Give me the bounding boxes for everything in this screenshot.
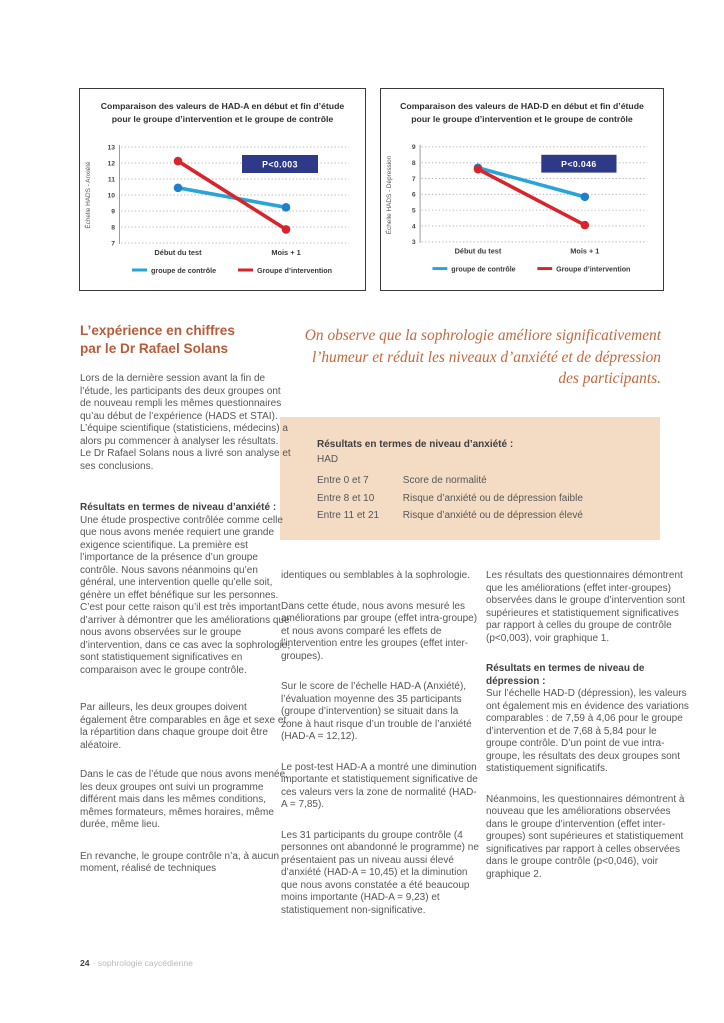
page-number: 24	[80, 958, 90, 968]
score-label: Risque d’anxiété ou de dépression élevé	[402, 510, 583, 522]
y-tick-label: 9	[411, 144, 416, 152]
y-tick-label: 9	[111, 208, 115, 216]
x-tick-label: Mois + 1	[271, 248, 301, 257]
info-box-title: Résultats en termes de niveau d’anxiété :	[317, 439, 514, 450]
chart-panel-had-a	[79, 88, 366, 291]
chart-panel-had-d	[380, 88, 664, 291]
page-footer	[80, 958, 193, 968]
right-column	[486, 570, 690, 899]
body-paragraph: Sur le score de l’échelle HAD-A (Anxiété), l’évaluation moyenne des 35 participants (groupe d’intervention) se situait dans la zone à haut risque d’un trouble de l’anxiété (HAD-A = 12,12).	[281, 681, 472, 742]
left-column	[80, 373, 291, 894]
y-tick-label: 6	[411, 191, 416, 199]
y-tick-label: 12	[107, 160, 115, 168]
info-box-row	[317, 472, 640, 490]
p-value-label: P<0.003	[262, 159, 298, 170]
section-headline	[80, 322, 235, 357]
y-tick-label: 13	[107, 144, 115, 152]
score-range: Entre 0 et 7	[317, 475, 369, 486]
body-paragraph: Une étude prospective contrôlée comme celle que nous avons menée requiert une grande exigence scientifique. La première est l’importance de la présence d’un groupe contrôle. Nous savons néanmoins qu’en général, une intervention quelle qu’elle soit, génère un effet bénéfique sur les personnes. C’est pour cette raison qu’il est très important d’arriver à démontrer que les améliorations que nous avons observées sur le groupe d’intervention, dans ce cas avec la sophrologie, sont statistiquement significatives en comparaison avec le groupe contrôle.	[80, 514, 291, 676]
score-range: Entre 8 et 10	[317, 492, 375, 504]
body-paragraph: Les 31 participants du groupe contrôle (4 personnes ont abandonné le programme) ne présentaient pas un niveau aussi élevé d’anxiété (HAD-A = 10,45) et la diminution que nous avons constatée a été beaucoup moins importante (HAD-A = 9,23) et statistiquement non-significative.	[281, 829, 479, 916]
legend-label: groupe de contrôle	[151, 265, 217, 275]
body-paragraph: Néanmoins, les questionnaires démontrent à nouveau que les améliorations observées dans le groupe d’intervention (effet inter-groupes) sont supérieures et statistiquement significatives par rapport à celles observées dans le groupe contrôle (p<0,046), voir graphique 2.	[486, 793, 685, 880]
p-value-label: P<0.046	[561, 159, 597, 170]
y-tick-label: 8	[411, 160, 416, 168]
y-tick-label: 7	[111, 240, 115, 248]
headline-line1: L’expérience en chiffres	[80, 323, 235, 338]
legend-label: Groupe d’intervention	[257, 265, 333, 275]
sub-heading: Résultats en termes de niveau de dépression :	[486, 663, 645, 687]
middle-column	[281, 570, 479, 935]
y-tick-label: 10	[107, 192, 115, 200]
x-tick-label: Début du test	[154, 248, 202, 257]
x-tick-label: Début du test	[454, 246, 502, 256]
x-tick-label: Mois + 1	[570, 246, 600, 256]
legend-label: groupe de contrôle	[451, 265, 516, 274]
info-box-row	[317, 507, 640, 525]
score-label: Score de normalité	[402, 475, 487, 486]
data-point	[581, 221, 590, 230]
score-label: Risque d’anxiété ou de dépression faible	[402, 492, 583, 504]
info-box-row	[317, 490, 640, 508]
score-range: Entre 11 et 21	[317, 510, 380, 522]
body-paragraph: Le post-test HAD-A a montré une diminution importante et statistiquement significative de ces valeurs vers la zone de normalité (HAD-A = 7,85).	[281, 761, 478, 810]
body-paragraph: Dans le cas de l’étude que nous avons menée, les deux groupes ont suivi un programme différent mais dans les mêmes conditions, mêmes formateurs, mêmes horaires, même durée, même lieu.	[80, 769, 288, 830]
chart-title: Comparaison des valeurs de HAD-A en début et fin d’étude pour le groupe d’intervention et le groupe de contrôle	[100, 101, 345, 124]
y-tick-label: 11	[107, 176, 115, 184]
y-tick-label: 7	[411, 175, 416, 183]
y-axis-label: Échelle HADS - Anxiété	[85, 161, 92, 229]
had-a-line-chart	[80, 134, 365, 292]
body-paragraph: Lors de la dernière session avant la fin de l’étude, les participants des deux groupes ont de nouveau rempli les mêmes questionnaires qu’au début de l’expérience (HADS et STAI). L’équipe scientifique (statisticiens, médecins) a alors pu commencer à analyser les résultats. Le Dr Rafael Solans nous a livré son analyse et ses conclusions.	[80, 373, 291, 472]
y-tick-label: 8	[111, 224, 115, 232]
y-tick-label: 5	[411, 207, 416, 215]
sub-heading: Résultats en termes de niveau d’anxiété :	[80, 502, 277, 513]
y-tick-label: 4	[411, 223, 416, 231]
info-box-subtitle: HAD	[317, 454, 339, 465]
y-tick-label: 3	[411, 239, 416, 247]
had-d-line-chart	[381, 134, 663, 292]
data-point	[282, 203, 291, 212]
body-paragraph: En revanche, le groupe contrôle n’a, à aucun moment, réalisé de techniques	[80, 850, 280, 874]
data-point	[474, 165, 483, 174]
y-axis-label: Échelle HADS - Dépression	[386, 155, 393, 235]
pull-quote: On observe que la sophrologie améliore significativement l’humeur et réduit les niveaux d’anxiété et de dépression des participants.	[304, 327, 661, 388]
body-paragraph: Par ailleurs, les deux groupes doivent également être comparables en âge et sexe et la répartition dans chaque groupe doit être aléatoire.	[80, 702, 287, 751]
chart-title: Comparaison des valeurs de HAD-D en début et fin d’étude pour le groupe d’intervention et le groupe de contrôle	[400, 101, 644, 124]
body-paragraph: Dans cette étude, nous avons mesuré les améliorations par groupe (effet intra-groupe) et nous avons comparé les effets de l’intervention entre les groupes (effet inter-groupes).	[281, 600, 478, 662]
data-point	[174, 157, 183, 166]
data-point	[282, 225, 291, 234]
series-line	[478, 169, 585, 225]
data-point	[174, 184, 183, 193]
body-paragraph: Sur l’échelle HAD-D (dépression), les valeurs ont également mis en évidence des variations comparables : de 7,59 à 4,06 pour le groupe d’intervention et de 7,68 à 5,84 pour le groupe contrôle. D’un point de vue intra-groupe, les résultats des deux groupes sont statistiquement significatifs.	[486, 688, 689, 774]
anxiety-scale-info-box	[280, 417, 660, 540]
footer-text: · sophrologie caycédienne	[92, 958, 193, 968]
body-paragraph: Les résultats des questionnaires démontrent que les améliorations (effet inter-groupes) observées dans le groupe d’intervention sont supérieures et statistiquement significatives par rapport à celles du groupe de contrôle (p<0,003), voir graphique 1.	[486, 570, 686, 644]
data-point	[581, 193, 590, 202]
headline-line2: par le Dr Rafael Solans	[80, 340, 229, 356]
legend-label: Groupe d’intervention	[556, 265, 631, 274]
body-paragraph: identiques ou semblables à la sophrologie.	[281, 570, 471, 581]
series-line	[178, 188, 286, 208]
